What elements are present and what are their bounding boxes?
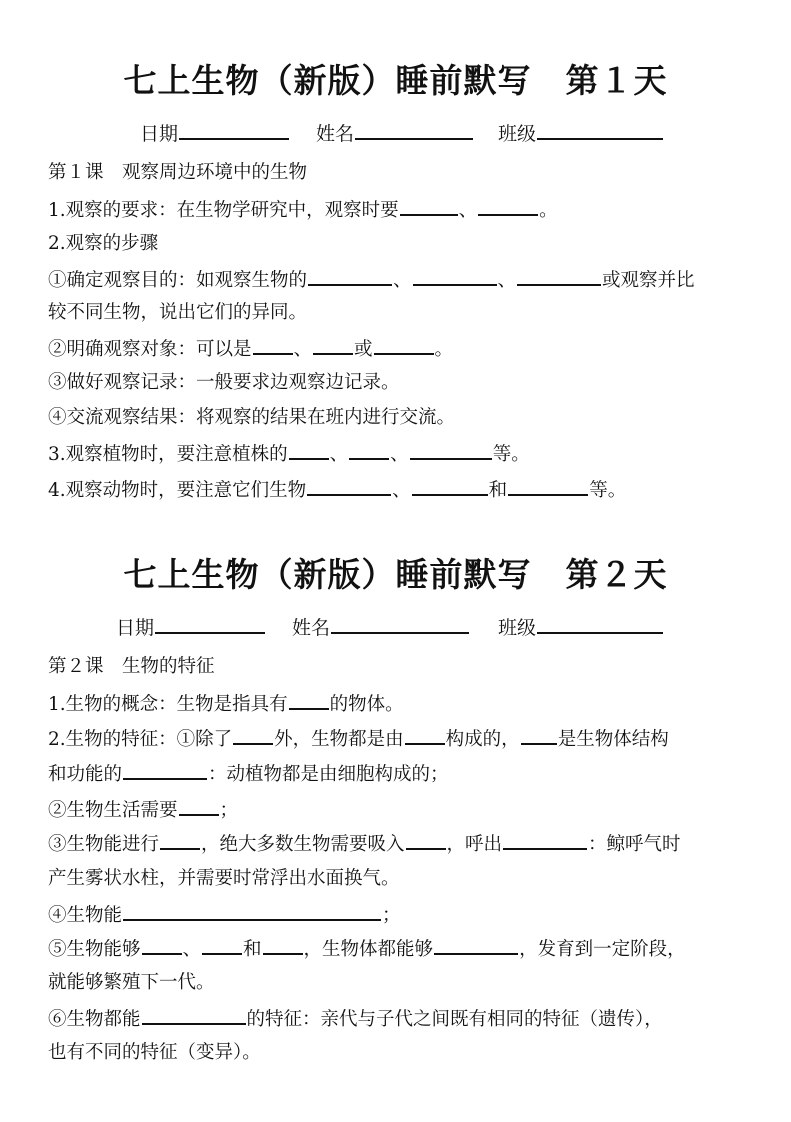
sheet1-step1: ①确定观察目的：如观察生物的 、 、 或观察并比 <box>48 266 695 294</box>
sheet1-step4: ④交流观察结果：将观察的结果在班内进行交流。 <box>48 407 456 428</box>
name-label: 姓名 <box>316 123 355 145</box>
answer-blank[interactable] <box>412 476 488 496</box>
answer-blank[interactable] <box>142 1005 246 1025</box>
date-label: 日期 <box>140 123 179 145</box>
answer-blank[interactable] <box>508 476 588 496</box>
answer-blank[interactable] <box>349 440 389 460</box>
answer-blank[interactable] <box>307 476 391 496</box>
answer-blank[interactable] <box>405 725 445 745</box>
sheet2-feature4: ④生物能 ； <box>48 901 401 929</box>
date-label: 日期 <box>116 617 155 639</box>
class-blank[interactable] <box>537 614 663 634</box>
sheet1-q1: 1.观察的要求：在生物学研究中，观察时要 、 。 <box>48 196 558 224</box>
answer-blank[interactable] <box>233 725 273 745</box>
sheet1-name-field[interactable] <box>316 120 474 147</box>
answer-blank[interactable] <box>253 335 293 355</box>
sheet2-lesson-heading: 第２课 生物的特征 <box>48 656 215 677</box>
sheet1-step2: ②明确观察对象：可以是 、 或 。 <box>48 335 453 363</box>
answer-blank[interactable] <box>478 196 538 216</box>
sheet1-title: 七上生物（新版）睡前默写 第１天 <box>123 61 668 100</box>
name-blank[interactable] <box>355 120 473 140</box>
sheet2-q2: 2.生物的特征：①除了 外，生物都是由 构成的， 是生物体结构 <box>48 725 669 753</box>
answer-blank[interactable] <box>308 266 392 286</box>
name-blank[interactable] <box>331 614 469 634</box>
answer-blank[interactable] <box>503 830 587 850</box>
date-blank[interactable] <box>155 614 265 634</box>
answer-blank[interactable] <box>142 935 182 955</box>
answer-blank[interactable] <box>202 935 242 955</box>
sheet1-lesson-heading: 第１课 观察周边环境中的生物 <box>48 162 308 183</box>
answer-blank[interactable] <box>289 440 329 460</box>
answer-blank[interactable] <box>289 690 329 710</box>
sheet1-q3: 3.观察植物时，要注意植株的 、 、 等。 <box>48 440 530 468</box>
answer-blank[interactable] <box>413 266 497 286</box>
sheet2-title: 七上生物（新版）睡前默写 第２天 <box>123 555 668 594</box>
answer-blank[interactable] <box>406 830 446 850</box>
sheet2-feature3-cont: 产生雾状水柱，并需要时常浮出水面换气。 <box>48 868 400 889</box>
sheet2-feature2: ②生物生活需要 ； <box>48 796 238 824</box>
sheet2-date-field[interactable] <box>116 614 266 641</box>
sheet2-feature5-cont: 就能够繁殖下一代。 <box>48 972 215 993</box>
class-blank[interactable] <box>537 120 663 140</box>
answer-blank[interactable] <box>263 935 303 955</box>
name-label: 姓名 <box>292 617 331 639</box>
sheet2-class-field[interactable] <box>498 614 664 641</box>
class-label: 班级 <box>498 123 537 145</box>
answer-blank[interactable] <box>179 796 219 816</box>
sheet1-class-field[interactable] <box>498 120 664 147</box>
date-blank[interactable] <box>179 120 289 140</box>
answer-blank[interactable] <box>160 830 200 850</box>
sheet2-feature5: ⑤生物能够 、 和 ，生物体都能够 ，发育到一定阶段， <box>48 935 686 963</box>
answer-blank[interactable] <box>123 901 381 921</box>
answer-blank[interactable] <box>374 335 434 355</box>
answer-blank[interactable] <box>400 196 458 216</box>
class-label: 班级 <box>498 617 537 639</box>
sheet2-feature3: ③生物能进行 ，绝大多数生物需要吸入 ，呼出 ：鲸呼气时 <box>48 830 681 858</box>
sheet2-q1: 1.生物的概念：生物是指具有 的物体。 <box>48 690 404 718</box>
sheet1-q2: 2.观察的步骤 <box>48 233 159 254</box>
sheet2-q2-cont: 和功能的 ：动植物都是由细胞构成的； <box>48 760 449 788</box>
answer-blank[interactable] <box>313 335 353 355</box>
sheet1-q4: 4.观察动物时，要注意它们生物 、 和 等。 <box>48 476 626 504</box>
sheet1-date-field[interactable] <box>140 120 290 147</box>
answer-blank[interactable] <box>521 725 557 745</box>
sheet2-feature6: ⑥生物都能 的特征：亲代与子代之间既有相同的特征（遗传）， <box>48 1005 663 1033</box>
answer-blank[interactable] <box>410 440 492 460</box>
sheet1-step3: ③做好观察记录：一般要求边观察边记录。 <box>48 372 400 393</box>
answer-blank[interactable] <box>434 935 518 955</box>
sheet1-step1-cont: 较不同生物，说出它们的异同。 <box>48 302 308 323</box>
answer-blank[interactable] <box>123 760 207 780</box>
sheet2-name-field[interactable] <box>292 614 470 641</box>
answer-blank[interactable] <box>517 266 601 286</box>
sheet2-feature6-cont: 也有不同的特征（变异）。 <box>48 1042 261 1063</box>
